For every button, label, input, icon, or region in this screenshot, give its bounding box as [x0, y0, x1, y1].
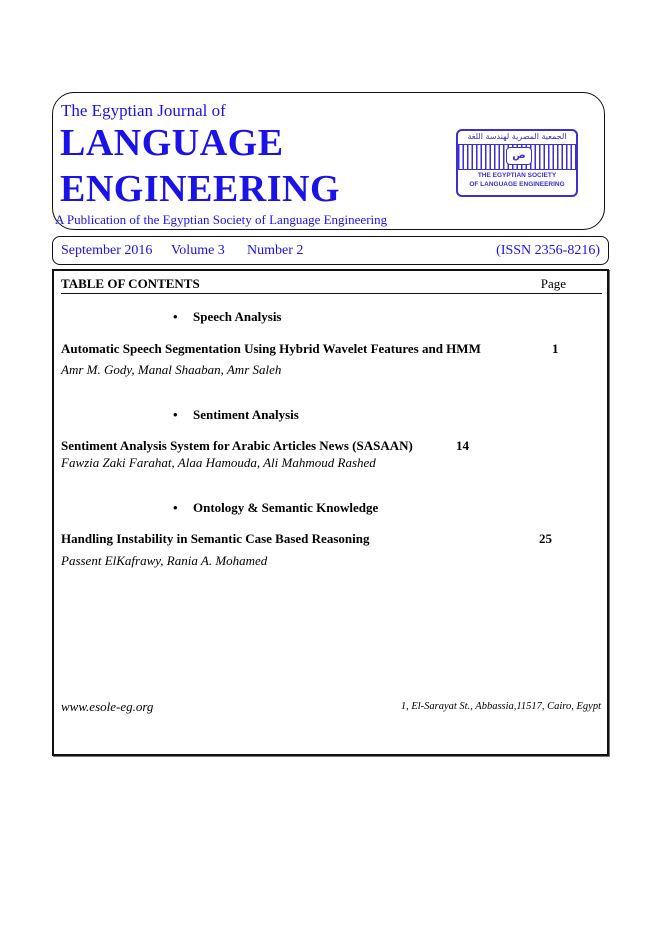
logo-text-line2: OF LANGUAGE ENGINEERING	[469, 181, 565, 188]
journal-masthead	[52, 92, 605, 230]
table-of-contents	[52, 269, 609, 756]
journal-subtitle: The Egyptian Journal of	[61, 101, 226, 120]
issue-info-bar	[52, 236, 609, 265]
publication-statement: A Publication of the Egyptian Society of Language Engineering	[55, 212, 388, 227]
section-name: Sentiment Analysis	[193, 407, 299, 422]
article-title[interactable]: Automatic Speech Segmentation Using Hybrid Wavelet Features and HMM	[61, 341, 481, 356]
bullet-icon: •	[173, 500, 178, 515]
journal-title-line2: ENGINEERING	[60, 168, 340, 210]
bullet-icon: •	[173, 407, 178, 422]
issue-number: Number 2	[247, 243, 304, 258]
logo-arabic-text: الجمعية المصرية لهندسة اللغة	[467, 132, 567, 141]
issue-volume: Volume 3	[171, 243, 225, 258]
toc-section-heading	[173, 500, 378, 516]
toc-title: TABLE OF CONTENTS	[61, 276, 200, 291]
article-page: 14	[456, 438, 469, 453]
article-page: 25	[539, 531, 552, 546]
postal-address: 1, El-Sarayat St., Abbassia,11517, Cairo, Egypt	[400, 701, 601, 712]
website-link[interactable]: www.esole-eg.org	[61, 699, 154, 714]
toc-header	[61, 276, 602, 294]
article-authors: Fawzia Zaki Farahat, Alaa Hamouda, Ali Mahmoud Rashed	[61, 455, 376, 470]
logo-badge-icon: ض	[506, 147, 532, 165]
toc-page-header: Page	[540, 276, 566, 291]
section-name: Speech Analysis	[193, 309, 282, 324]
article-title[interactable]: Handling Instability in Semantic Case Based Reasoning	[61, 531, 370, 546]
logo-text-line1: THE EGYPTIAN SOCIETY	[477, 172, 557, 179]
issue-date: September 2016	[61, 243, 153, 258]
article-title[interactable]: Sentiment Analysis System for Arabic Articles News (SASAAN)	[61, 438, 413, 453]
section-name: Ontology & Semantic Knowledge	[193, 500, 379, 515]
bullet-icon: •	[173, 309, 178, 324]
toc-section-heading	[173, 309, 282, 325]
article-authors: Passent ElKafrawy, Rania A. Mohamed	[61, 553, 268, 568]
article-page: 1	[552, 341, 559, 356]
issue-issn: (ISSN 2356-8216)	[496, 243, 600, 258]
society-logo	[456, 129, 578, 197]
article-authors: Amr M. Gody, Manal Shaaban, Amr Saleh	[61, 362, 282, 377]
journal-title-line1: LANGUAGE	[60, 122, 284, 164]
toc-section-heading	[173, 407, 299, 423]
